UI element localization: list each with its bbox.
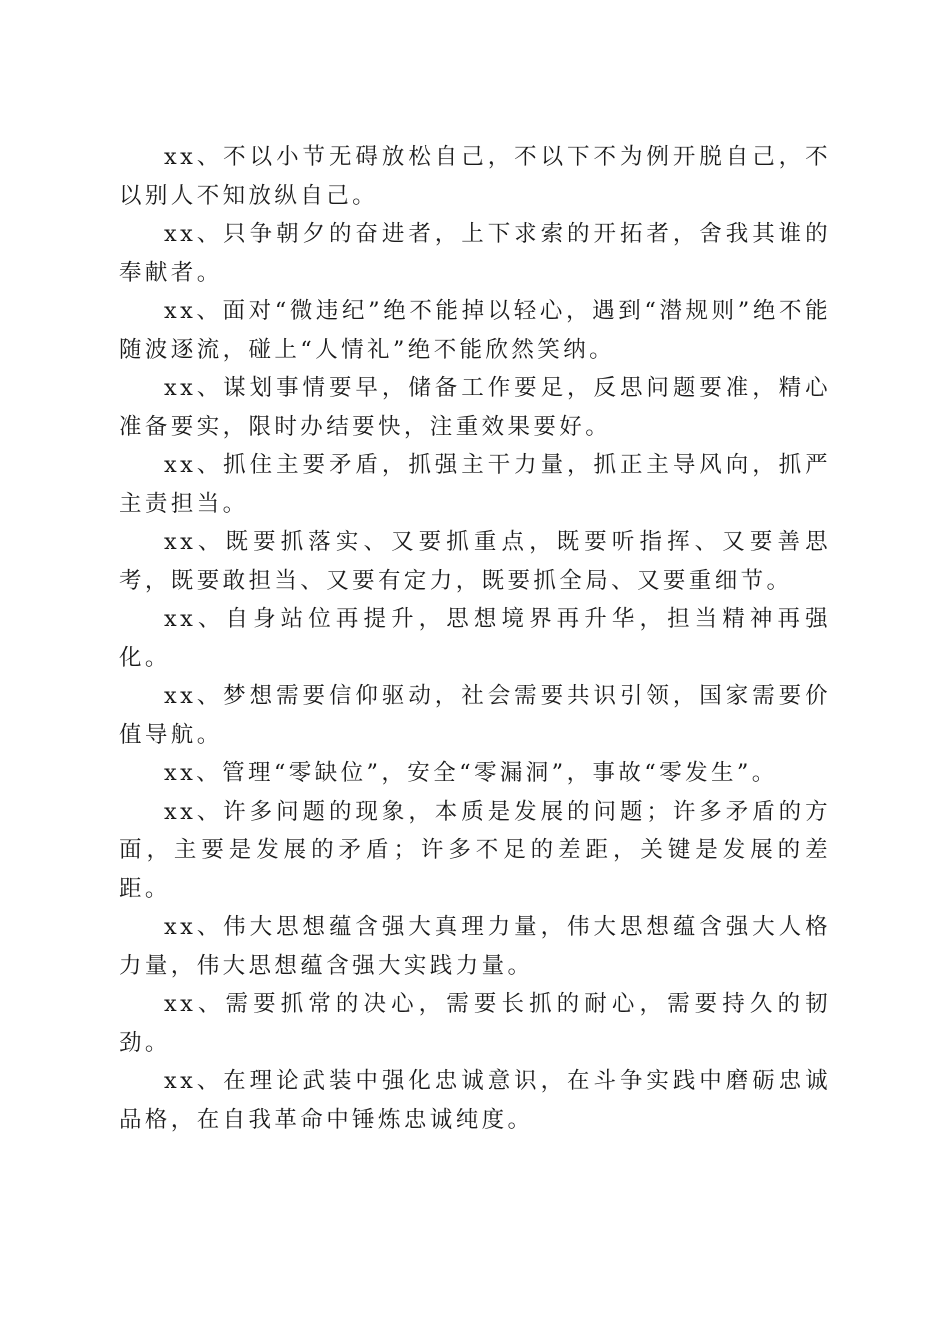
- paragraph-8: xx、梦想需要信仰驱动，社会需要共识引领，国家需要价值导航。: [119, 683, 831, 748]
- paragraph-3: xx、面对“微违纪”绝不能掉以轻心，遇到“潜规则”绝不能随波逐流，碰上“人情礼”绝不能欣然笑纳。: [119, 298, 831, 363]
- paragraph-6: xx、既要抓落实、又要抓重点，既要听指挥、又要善思考，既要敢担当、又要有定力，既要抓全局、又要重细节。: [119, 529, 831, 594]
- paragraph-13: xx、在理论武装中强化忠诚意识，在斗争实践中磨砺忠诚品格，在自我革命中锤炼忠诚纯度。: [119, 1068, 831, 1133]
- paragraph-1: xx、不以小节无碍放松自己，不以下不为例开脱自己，不以别人不知放纵自己。: [119, 144, 831, 209]
- paragraph-9: xx、管理“零缺位”，安全“零漏洞”，事故“零发生”。: [164, 760, 778, 786]
- paragraph-10: xx、许多问题的现象，本质是发展的问题；许多矛盾的方面，主要是发展的矛盾；许多不足的差距，关键是发展的差距。: [119, 798, 831, 902]
- paragraph-12: xx、需要抓常的决心，需要长抓的耐心，需要持久的韧劲。: [119, 991, 831, 1056]
- paragraph-11: xx、伟大思想蕴含强大真理力量，伟大思想蕴含强大人格力量，伟大思想蕴含强大实践力量。: [119, 914, 831, 979]
- paragraph-4: xx、谋划事情要早，储备工作要足，反思问题要准，精心准备要实，限时办结要快，注重效果要好。: [119, 375, 831, 440]
- paragraph-7: xx、自身站位再提升，思想境界再升华，担当精神再强化。: [119, 606, 831, 671]
- document-body: [119, 138, 831, 1139]
- paragraph-5: xx、抓住主要矛盾，抓强主干力量，抓正主导风向，抓严主责担当。: [119, 452, 831, 517]
- paragraph-2: xx、只争朝夕的奋进者，上下求索的开拓者，舍我其谁的奉献者。: [119, 221, 831, 286]
